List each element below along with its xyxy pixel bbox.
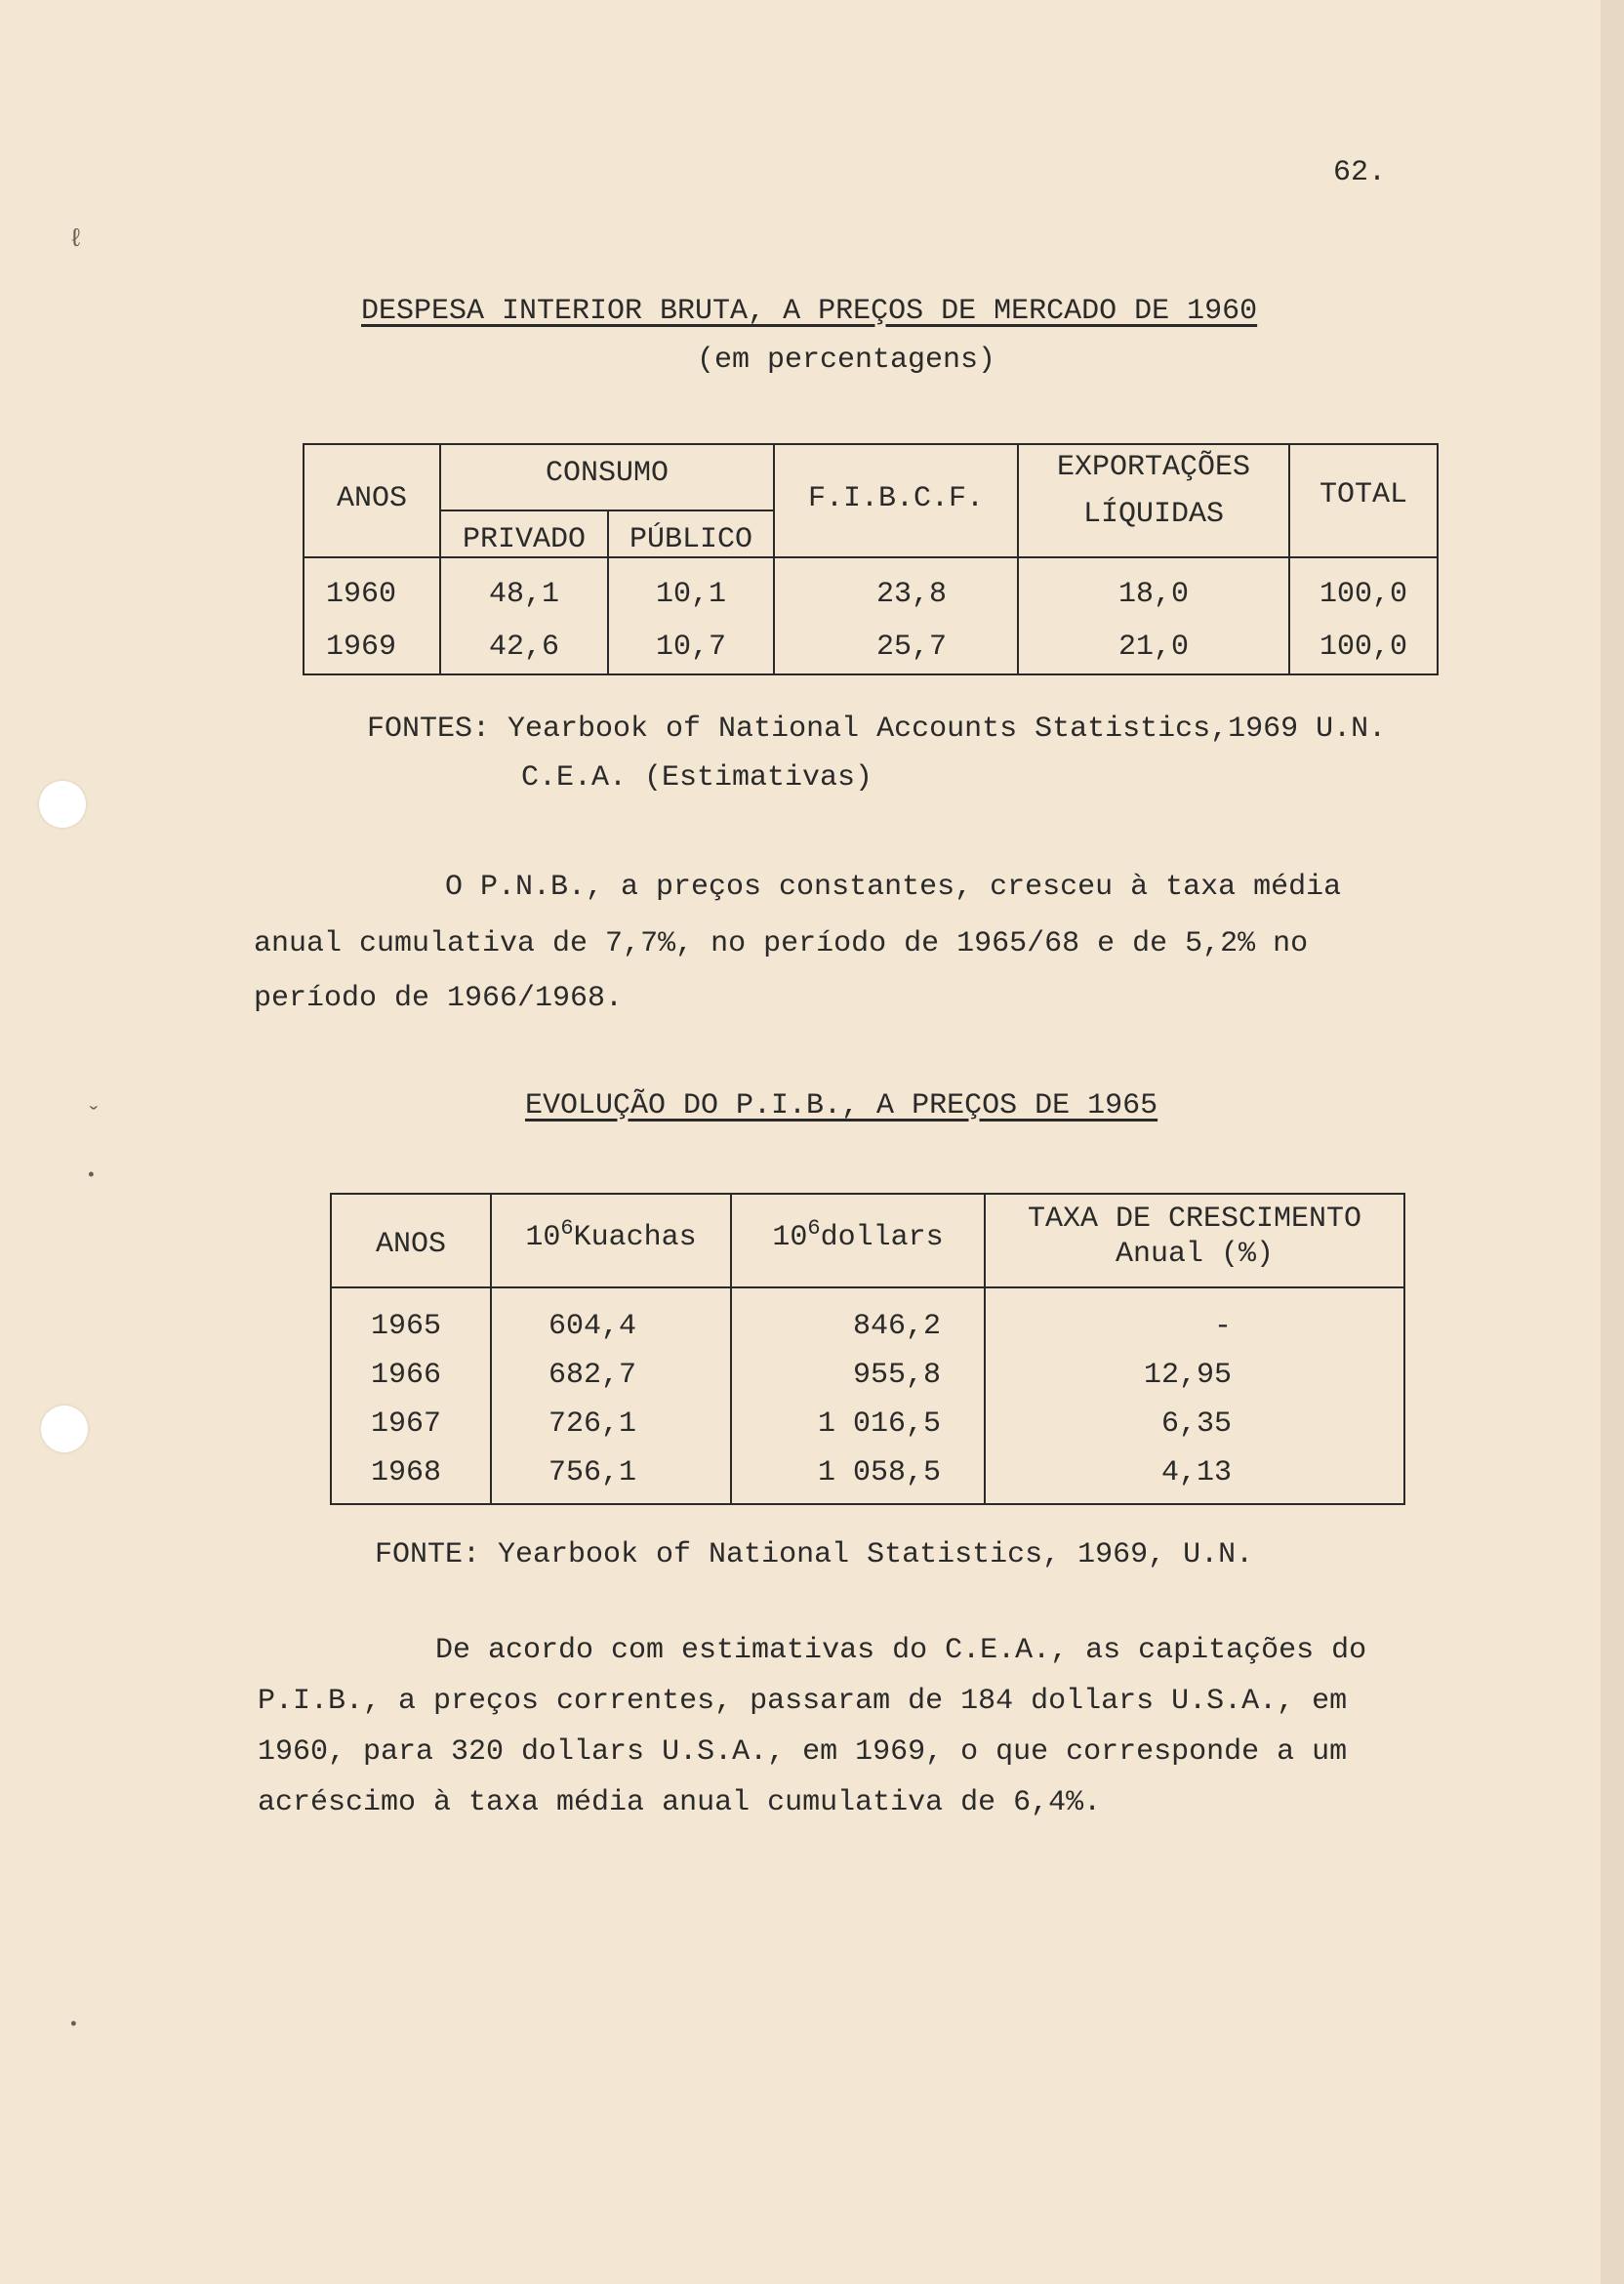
cell-ano: 1968 xyxy=(371,1456,442,1489)
header-taxa: TAXA DE CRESCIMENTO xyxy=(1027,1203,1362,1236)
cell-total: 100,0 xyxy=(1319,631,1407,664)
cell-ano: 1966 xyxy=(371,1359,442,1392)
paragraph2-line3: 1960, para 320 dollars U.S.A., em 1969, o que corresponde a um xyxy=(258,1735,1348,1769)
cell-taxa: - xyxy=(1213,1310,1232,1343)
table2-title: EVOLUÇÃO DO P.I.B., A PREÇOS DE 1965 xyxy=(525,1089,1158,1122)
paragraph1-line1: O P.N.B., a preços constantes, cresceu à taxa média xyxy=(445,871,1342,904)
cell-taxa: 4,13 xyxy=(1160,1456,1232,1489)
cell-privado: 42,6 xyxy=(488,631,559,664)
margin-scribble: ℓ xyxy=(68,224,84,254)
cell-publico: 10,1 xyxy=(655,578,726,611)
cell-publico: 10,7 xyxy=(655,631,726,664)
paragraph2-line2: P.I.B., a preços correntes, passaram de 184 dollars U.S.A., em xyxy=(258,1685,1348,1718)
cell-fibcf: 23,8 xyxy=(875,578,947,611)
cell-kuachas: 604,4 xyxy=(548,1310,637,1343)
cell-kuachas: 726,1 xyxy=(548,1407,637,1441)
margin-tick: ˇ xyxy=(86,1103,102,1132)
cell-dollars: 846,2 xyxy=(852,1310,941,1343)
cell-ano: 1967 xyxy=(371,1407,442,1441)
header-liquidas: LÍQUIDAS xyxy=(1082,498,1225,531)
header-total: TOTAL xyxy=(1319,478,1407,511)
paragraph1-line2: anual cumulativa de 7,7%, no período de 1965/68 e de 5,2% no xyxy=(254,927,1309,960)
header-taxa-anual: Anual (%) xyxy=(1115,1238,1275,1271)
page-number: 62. xyxy=(1333,156,1387,189)
paragraph1-line3: período de 1966/1968. xyxy=(254,982,624,1015)
header-fibcf: F.I.B.C.F. xyxy=(807,482,985,515)
cell-kuachas: 756,1 xyxy=(548,1456,637,1489)
punch-hole-top xyxy=(39,781,86,828)
cell-taxa: 12,95 xyxy=(1143,1359,1232,1392)
cell-ano: 1960 xyxy=(326,578,397,611)
cell-exportacoes: 21,0 xyxy=(1117,631,1189,664)
cell-privado: 48,1 xyxy=(488,578,559,611)
header-kuachas: $10^6Kuachas$ xyxy=(525,1216,697,1254)
margin-dot: • xyxy=(68,2016,79,2035)
header-exportacoes: EXPORTAÇÕES xyxy=(1056,451,1251,484)
header-privado: PRIVADO xyxy=(462,523,587,556)
cell-dollars: 955,8 xyxy=(852,1359,941,1392)
cell-dollars: 1 058,5 xyxy=(817,1456,941,1489)
cell-ano: 1969 xyxy=(326,631,397,664)
header-anos: ANOS xyxy=(336,482,407,515)
margin-dot: • xyxy=(86,1166,97,1186)
table1-sources: FONTES: Yearbook of National Accounts Statistics,1969 U.N. xyxy=(367,713,1387,746)
header-dollars: $10^6dollars$ xyxy=(772,1216,944,1254)
cell-dollars: 1 016,5 xyxy=(817,1407,941,1441)
paragraph2-line1: De acordo com estimativas do C.E.A., as capitações do xyxy=(435,1634,1367,1667)
table1-title: DESPESA INTERIOR BRUTA, A PREÇOS DE MERCADO DE 1960 xyxy=(361,295,1258,328)
table2-source: FONTE: Yearbook of National Statistics, 1969, U.N. xyxy=(375,1538,1254,1571)
paragraph2-line4: acréscimo à taxa média anual cumulativa de 6,4%. xyxy=(258,1786,1102,1819)
header-consumo: CONSUMO xyxy=(545,457,670,490)
cell-taxa: 6,35 xyxy=(1160,1407,1232,1441)
header-anos: ANOS xyxy=(375,1228,446,1261)
cell-kuachas: 682,7 xyxy=(548,1359,637,1392)
cell-fibcf: 25,7 xyxy=(875,631,947,664)
table1-subtitle: (em percentagens) xyxy=(697,344,996,377)
table1-sources-cont: C.E.A. (Estimativas) xyxy=(521,761,873,795)
page-edge-shadow xyxy=(1601,0,1624,2284)
cell-exportacoes: 18,0 xyxy=(1117,578,1189,611)
header-publico: PÚBLICO xyxy=(629,523,753,556)
cell-total: 100,0 xyxy=(1319,578,1407,611)
cell-ano: 1965 xyxy=(371,1310,442,1343)
punch-hole-bottom xyxy=(41,1406,88,1452)
